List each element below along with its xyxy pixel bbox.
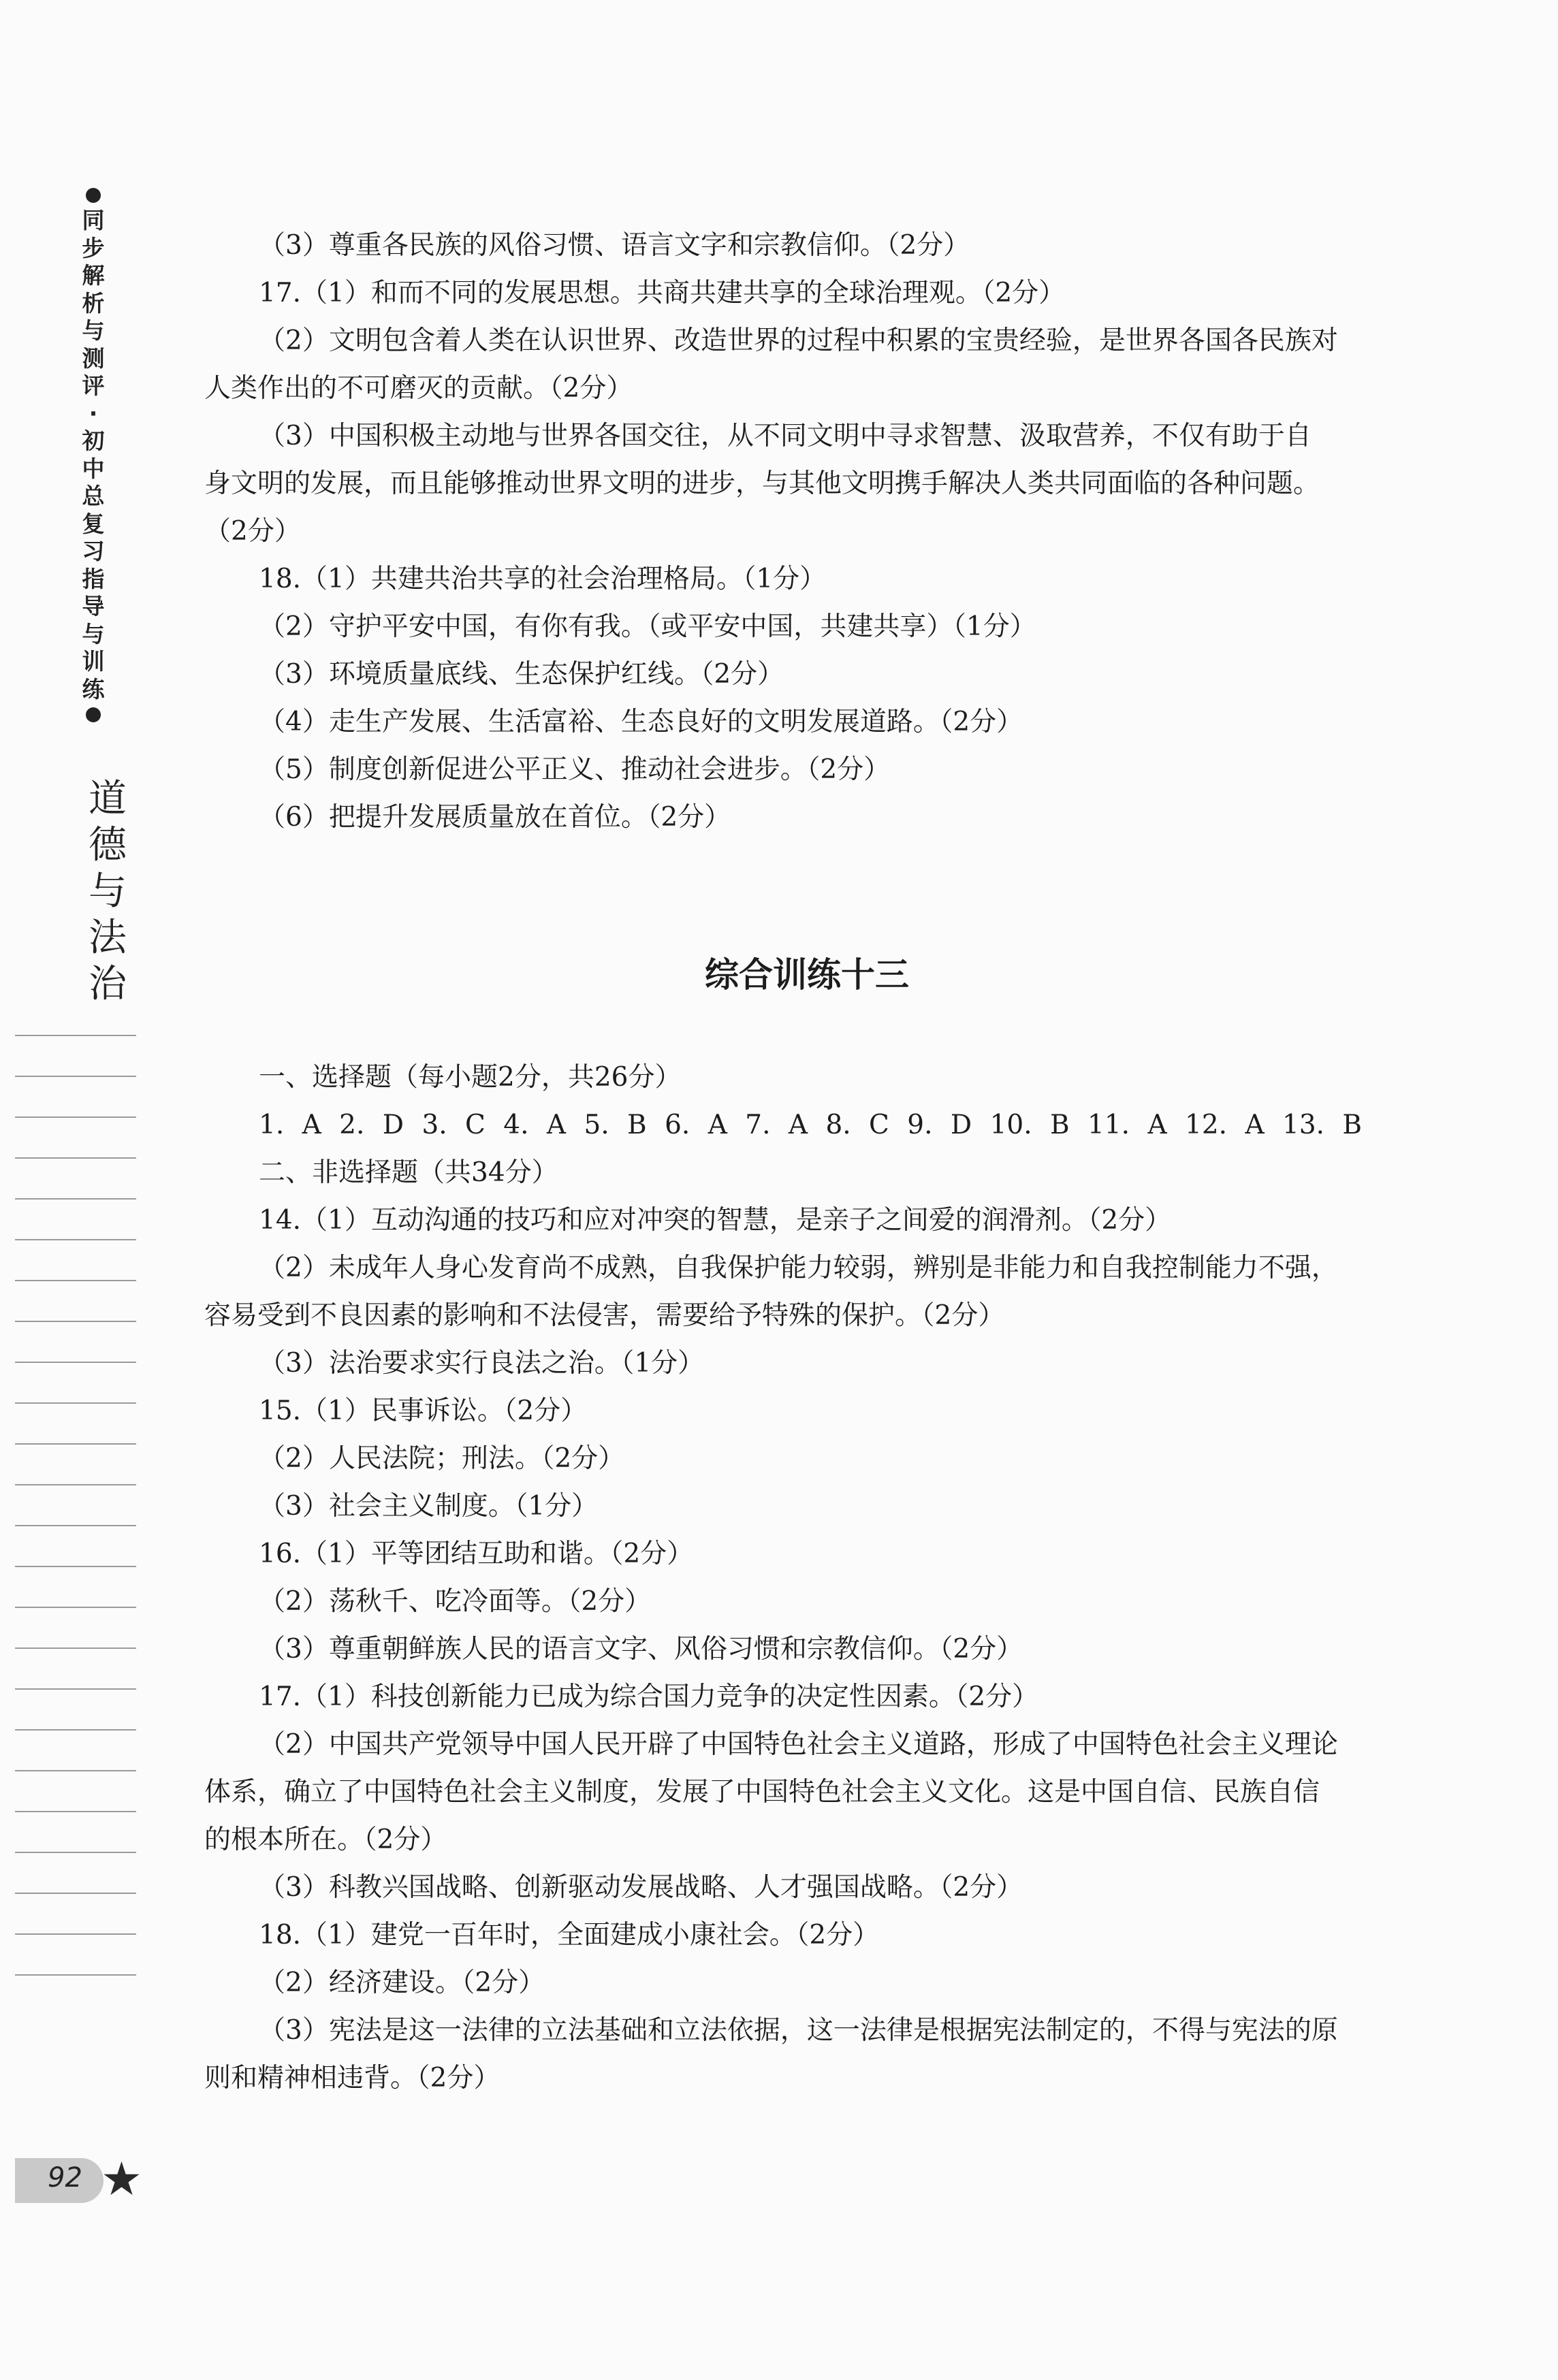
answer-line: （3）尊重朝鲜族人民的语言文字、风俗习惯和宗教信仰。（2分） [259,1634,1023,1665]
series-char: 总 [82,483,105,509]
answer-line: 18.（1）建党一百年时，全面建成小康社会。（2分） [259,1920,880,1950]
series-title-vertical [76,184,110,726]
star-icon: ★ [101,2153,142,2206]
answer-line: 一、选择题（每小题2分，共26分） [259,1062,682,1093]
answer-line: （3）宪法是这一法律的立法基础和立法依据，这一法律是根据宪法制定的，不得与宪法的原 [259,2015,1338,2046]
answer-line: （3）社会主义制度。（1分） [259,1491,599,1522]
answer-line: （2）文明包含着人类在认识世界、改造世界的过程中积累的宝贵经验，是世界各国各民族对 [259,325,1338,356]
answer-line: 体系，确立了中国特色社会主义制度，发展了中国特色社会主义文化。这是中国自信、民族自信 [204,1777,1320,1807]
answer-line: （6）把提升发展质量放在首位。（2分） [259,802,731,833]
series-char: 导 [82,593,105,620]
answer-line: 容易受到不良因素的影响和不法侵害，需要给予特殊的保护。（2分） [204,1300,1005,1331]
answer-line: 人类作出的不可磨灭的贡献。（2分） [204,373,633,404]
answer-line: （2）人民法院；刑法。（2分） [259,1443,625,1474]
series-char: 指 [82,565,105,592]
answer-line: 14.（1）互动沟通的技巧和应对冲突的智慧，是亲子之间爱的润滑剂。（2分） [259,1205,1172,1236]
page-number: 92 [48,2162,82,2193]
answer-line: （2分） [204,516,301,547]
series-char: 解 [82,262,105,289]
subject-char: 德 [89,823,127,867]
series-char: 复 [82,510,105,537]
series-char: 步 [82,234,105,261]
bullet-dot-icon [86,188,101,203]
answer-line: 的根本所在。（2分） [204,1824,447,1855]
answer-line: 身文明的发展，而且能够推动世界文明的进步，与其他文明携手解决人类共同面临的各种问题。 [204,468,1320,499]
answer-line: 16.（1）平等团结互助和谐。（2分） [259,1539,694,1569]
answer-line: （2）守护平安中国，有你有我。（或平安中国，共建共享）（1分） [259,611,1036,642]
answer-content [204,222,1464,2102]
bullet-dot-icon [86,707,101,722]
series-char: 析 [82,289,105,317]
answer-line: （3）法治要求实行良法之治。（1分） [259,1348,705,1379]
multiple-choice-answers: 1. A 2. D 3. C 4. A 5. B 6. A 7. A 8. C 9. D 10. B 11. A 12. A 13. B [259,1110,1363,1140]
answer-line: 二、非选择题（共34分） [259,1157,558,1188]
series-char: 与 [82,620,105,647]
subject-title-vertical [80,776,135,1008]
subject-char: 道 [89,777,127,821]
series-char: 训 [82,648,105,675]
answer-line: （2）中国共产党领导中国人民开辟了中国特色社会主义道路，形成了中国特色社会主义理论 [259,1729,1338,1760]
subject-char: 治 [89,962,127,1006]
subject-char: 与 [89,869,127,914]
answer-line: （3）尊重各民族的风俗习惯、语言文字和宗教信仰。（2分） [259,230,970,261]
series-char: 评 [82,372,105,399]
answer-line: （4）走生产发展、生活富裕、生态良好的文明发展道路。（2分） [259,707,1023,737]
answer-line: （3）科教兴国战略、创新驱动发展战略、人才强国战略。（2分） [259,1872,1023,1903]
answer-line: 18.（1）共建共治共享的社会治理格局。（1分） [259,564,827,594]
answer-line: 则和精神相违背。（2分） [204,2063,500,2093]
series-char: 与 [82,317,105,344]
series-char: 测 [82,344,105,372]
series-char: 练 [82,675,105,703]
answer-line: （2）荡秋千、吃冷面等。（2分） [259,1586,652,1617]
answer-line: （2）未成年人身心发育尚不成熟，自我保护能力较弱，辨别是非能力和自我控制能力不强， [259,1253,1338,1283]
answer-line: （3）环境质量底线、生态保护红线。（2分） [259,659,784,690]
answer-line: （5）制度创新促进公平正义、推动社会进步。（2分） [259,754,891,785]
series-char: 中 [82,455,105,482]
answer-line: 17.（1）和而不同的发展思想。共商共建共享的全球治理观。（2分） [259,278,1066,308]
answer-line: 17.（1）科技创新能力已成为综合国力竞争的决定性因素。（2分） [259,1682,1039,1712]
series-char: 习 [82,538,105,564]
series-char: 同 [82,207,105,234]
subject-char: 法 [89,916,127,960]
series-char: 初 [82,428,105,454]
answer-line: （2）经济建设。（2分） [259,1967,545,1998]
series-char: · [89,400,98,427]
section-title: 综合训练十三 [705,955,909,995]
answer-line: （3）中国积极主动地与世界各国交往，从不同文明中寻求智慧、汲取营养，不仅有助于自 [259,421,1311,451]
note-lines [15,1035,136,2015]
answer-line: 15.（1）民事诉讼。（2分） [259,1396,588,1426]
